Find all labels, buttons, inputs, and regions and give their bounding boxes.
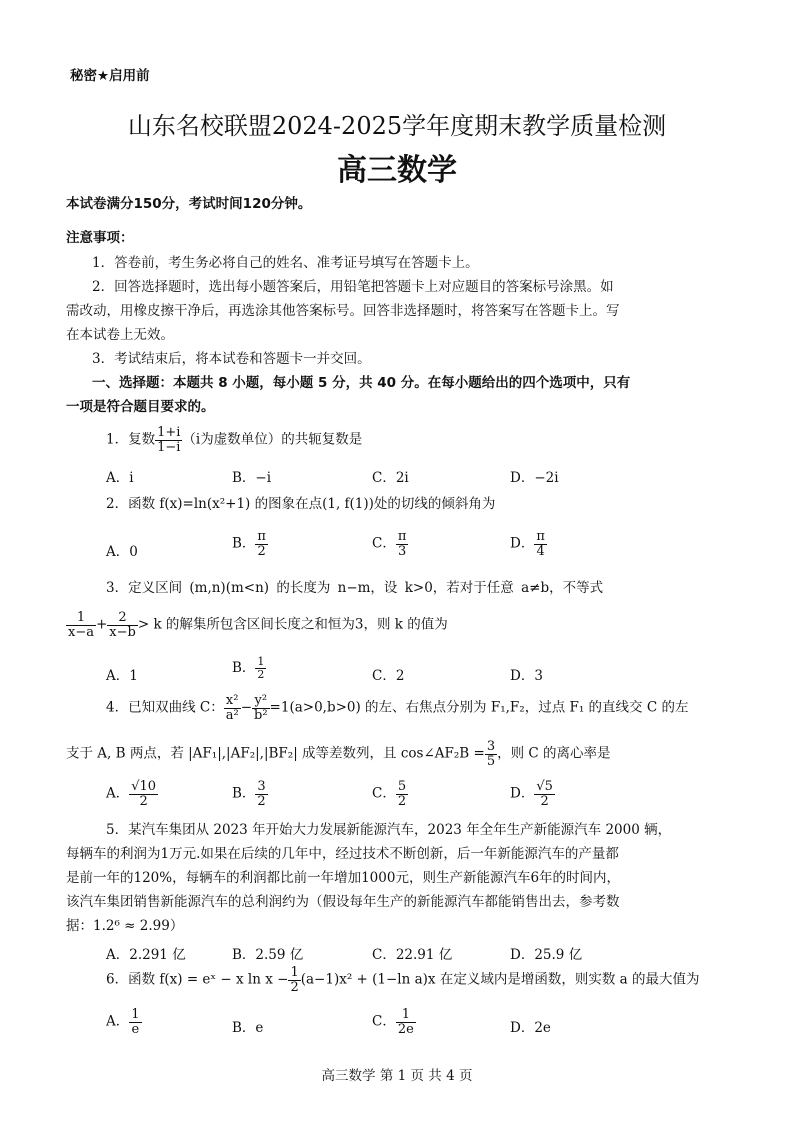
q6-half-num: 1	[290, 965, 299, 980]
q1-option-a: A．i	[106, 470, 134, 486]
q4-cos-num: 3	[486, 739, 496, 754]
q5-option-d: D．25.9 亿	[510, 947, 583, 963]
q1-prefix: 1．复数	[106, 431, 156, 448]
q4-c-num: 5	[397, 779, 407, 794]
q4-option-d	[510, 780, 555, 808]
question-5: 5．某汽车集团从 2023 年开始大力发展新能源汽车，2023 年全年生产新能源汽车 2000 辆，	[106, 822, 672, 838]
notice-item: 2．回答选择题时，选出每小题答案后，用铅笔把答题卡上对应题目的答案标号涂黑。如	[92, 279, 614, 295]
q4-prefix: 4．已知双曲线 C：	[106, 699, 224, 716]
q4-x-num: x²	[224, 694, 241, 709]
q3-suffix: > k 的解集所包含区间长度之和恒为3，则 k 的值为	[137, 616, 448, 633]
q6-c-num: 1	[396, 1008, 416, 1023]
q6-option-c	[372, 1008, 416, 1036]
q6-option-d: D．2e	[510, 1020, 551, 1036]
page-footer: 高三数学 第 1 页 共 4 页	[321, 1068, 473, 1084]
q3-f2-den: x−b	[109, 624, 136, 640]
notice-item: 3．考试结束后，将本试卷和答题卡一并交回。	[92, 351, 371, 367]
q6-a-den: e	[131, 1021, 140, 1037]
q4-a-label: A．	[106, 785, 130, 802]
q1-suffix: （i为虚数单位）的共轭复数是	[182, 431, 363, 448]
q2-c-label: C．	[372, 535, 396, 552]
q6-a-label: A．	[106, 1013, 130, 1030]
q3-f1-den: x−a	[68, 624, 94, 640]
q4-a-den: 2	[139, 793, 148, 809]
question-5-cont: 据：1.2⁶ ≈ 2.99）	[66, 918, 184, 934]
question-4-cont	[66, 740, 611, 768]
q4-option-c	[372, 780, 408, 808]
q6-a-num: 1	[131, 1007, 140, 1022]
q4-cos-den: 5	[486, 753, 496, 769]
q4-a-num: √10	[131, 779, 157, 794]
section-heading: 一、选择题：本题共 8 小题，每小题 5 分，共 40 分。在每小题给出的四个选项中，只有	[92, 375, 631, 391]
notice-heading: 注意事项：	[66, 230, 134, 246]
q3-option-c: C．2	[372, 668, 405, 684]
q1-option-d: D．−2i	[510, 470, 559, 486]
q4-option-b	[232, 780, 268, 808]
question-5-cont: 每辆车的利润为1万元.如果在后续的几年中，经过技术不断创新，后一年新能源汽车的产量都	[66, 846, 619, 862]
q2-d-num: π	[536, 529, 545, 544]
q3-f2-num: 2	[107, 611, 138, 626]
question-2: 2．函数 f(x)=ln(x²+1) 的图象在点(1, f(1))处的切线的倾斜角为	[106, 496, 496, 512]
q3-b-num: 1	[257, 655, 265, 669]
q3-option-d: D．3	[510, 668, 543, 684]
q5-option-b: B．2.59 亿	[232, 947, 304, 963]
q4-option-a	[106, 780, 158, 808]
q2-c-num: π	[397, 529, 407, 544]
q6-prefix: 6．函数 f(x) = eˣ − x ln x −	[106, 971, 289, 988]
q3-option-a: A．1	[106, 668, 138, 684]
question-3-cont	[66, 611, 448, 639]
q6-c-label: C．	[372, 1013, 396, 1030]
q1-fraction	[155, 426, 182, 454]
q6-suffix: (a−1)x² + (1−ln a)x 在定义域内是增函数，则实数 a 的最大值为	[300, 971, 700, 988]
q2-option-a: A．0	[106, 544, 138, 560]
question-5-cont: 该汽车集团销售新能源汽车的总利润约为（假设每年生产的新能源汽车都能销售出去，参考数	[66, 894, 620, 910]
q1-num: 1+i	[157, 425, 181, 440]
q4-minus: −	[240, 699, 252, 716]
q4-b-num: 3	[257, 779, 266, 794]
q4-d-den: 2	[540, 793, 549, 809]
subject-title: 高三数学	[337, 153, 457, 188]
q1-option-c: C．2i	[372, 470, 409, 486]
notice-item: 需改动，用橡皮擦干净后，再选涂其他答案标号。回答非选择题时，将答案写在答题卡上。写	[66, 303, 620, 319]
question-5-cont: 是前一年的120%，每辆车的利润都比前一年增加1000元，则生产新能源汽车6年的时间内，	[66, 870, 621, 886]
q6-option-b: B．e	[232, 1020, 264, 1036]
q5-option-a: A．2.291 亿	[106, 947, 186, 963]
q1-option-b: B．−i	[232, 470, 272, 486]
q4-line2b: ，则 C 的离心率是	[497, 745, 611, 762]
q2-c-den: 3	[397, 543, 407, 559]
notice-item: 在本试卷上无效。	[66, 327, 174, 343]
q3-b-den: 2	[257, 668, 265, 681]
q4-y-num: y²	[252, 694, 270, 709]
q2-b-label: B．	[232, 535, 256, 552]
q1-den: 1−i	[157, 439, 181, 455]
q2-d-label: D．	[510, 535, 535, 552]
q4-d-label: D．	[510, 785, 535, 802]
exam-title: 山东名校联盟2024-2025学年度期末教学质量检测	[127, 112, 667, 140]
question-1	[106, 426, 362, 454]
q4-d-num: √5	[536, 779, 553, 794]
q4-x-den: a²	[225, 707, 239, 723]
q2-b-den: 2	[257, 543, 266, 559]
q6-option-a	[106, 1008, 142, 1036]
q4-b-den: 2	[257, 793, 266, 809]
q2-option-d	[510, 530, 547, 558]
q3-b-label: B．	[232, 660, 256, 676]
q2-b-num: π	[257, 529, 266, 544]
q2-option-b	[232, 530, 268, 558]
q3-plus: +	[95, 616, 108, 633]
q4-b-label: B．	[232, 785, 256, 802]
q6-c-den: 2e	[397, 1021, 414, 1037]
q5-option-c: C．22.91 亿	[372, 947, 453, 963]
q4-line2a: 支于 A, B 两点，若 |AF₁|,|AF₂|,|BF₂| 成等差数列，且 cos∠AF₂B =	[66, 745, 485, 762]
question-4	[106, 694, 688, 722]
q4-c-label: C．	[372, 785, 396, 802]
q4-c-den: 2	[397, 793, 407, 809]
q4-suffix: =1(a>0,b>0) 的左、右焦点分别为 F₁,F₂，过点 F₁ 的直线交 C 的左	[269, 699, 689, 716]
notice-item: 1．答卷前，考生务必将自己的姓名、准考证号填写在答题卡上。	[92, 255, 479, 271]
q3-f1-num: 1	[66, 611, 96, 626]
q6-half-den: 2	[290, 979, 299, 995]
q4-y-den: b²	[254, 707, 268, 723]
question-3: 3．定义区间 (m,n)(m<n) 的长度为 n−m，设 k>0，若对于任意 a≠b，不等式	[106, 580, 604, 596]
section-heading-cont: 一项是符合题目要求的。	[66, 399, 215, 415]
exam-info: 本试卷满分150分，考试时间120分钟。	[66, 196, 312, 212]
q2-option-c	[372, 530, 408, 558]
q3-option-b	[232, 656, 266, 681]
q2-d-den: 4	[536, 543, 545, 559]
question-6	[106, 966, 699, 994]
confidential-label: 秘密★启用前	[70, 68, 150, 84]
